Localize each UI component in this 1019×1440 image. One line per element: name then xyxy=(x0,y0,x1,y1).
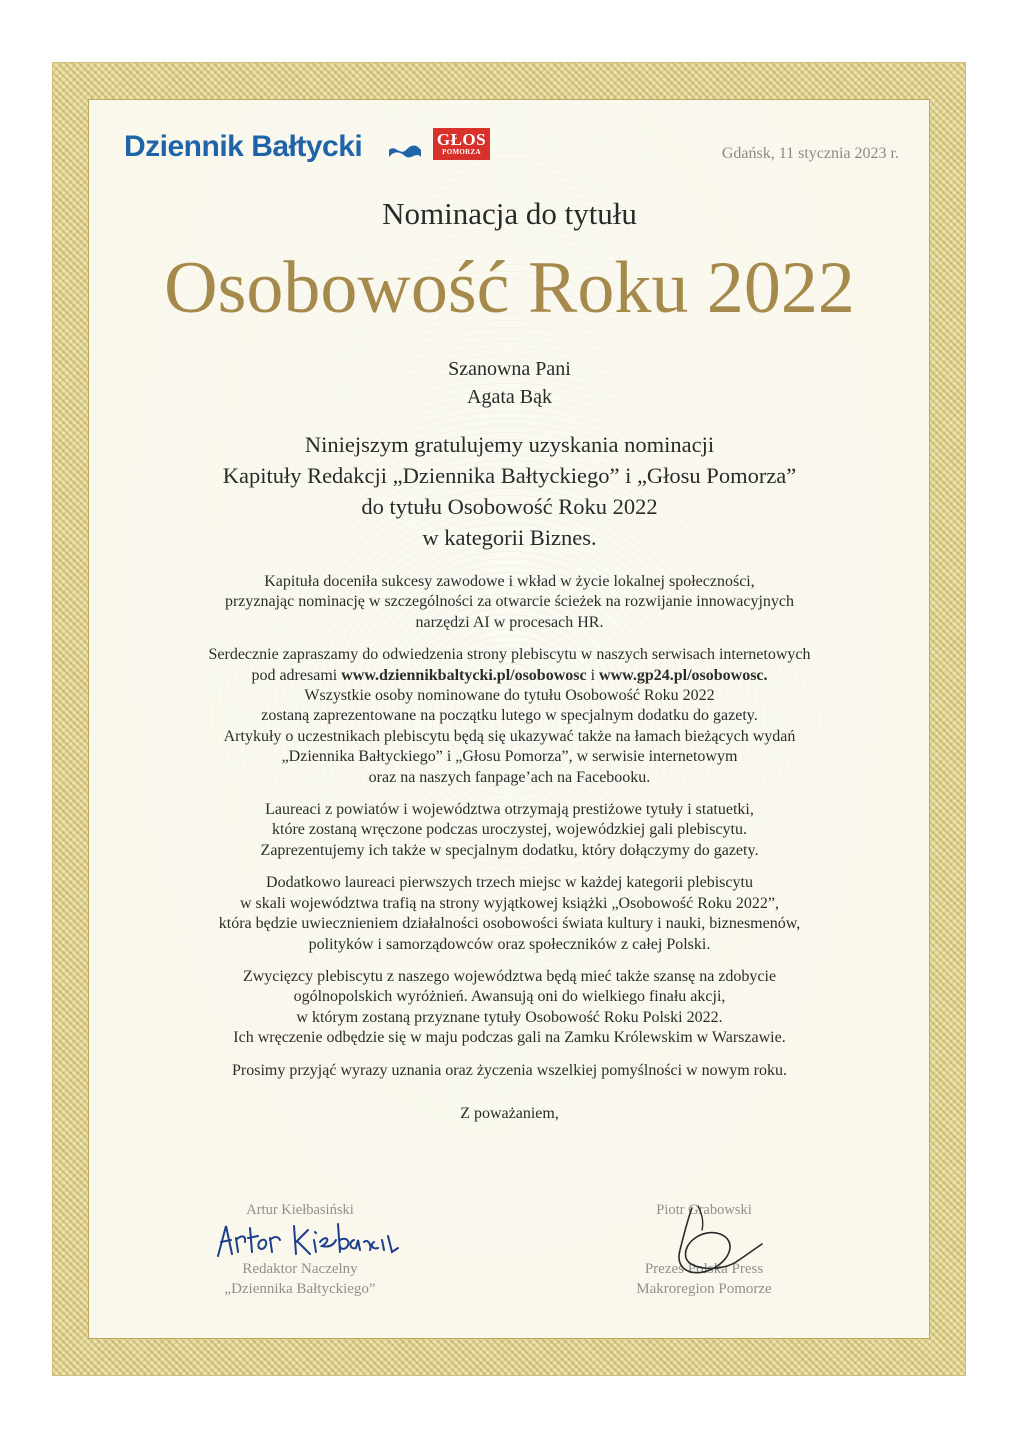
body-line: „Dziennika Bałtyckiego” i „Głosu Pomorza”, w serwisie internetowym xyxy=(281,748,738,766)
right-handwritten-signature xyxy=(640,1204,770,1284)
body-line: Laureaci z powiatów i województwa otrzymają prestiżowe tytuły i statuetki, xyxy=(265,801,754,819)
left-signatory-name: Artur Kiełbasiński xyxy=(246,1202,354,1218)
body-line: narzędzi AI w procesach HR. xyxy=(415,613,604,631)
paragraph-4 xyxy=(0,873,1019,955)
website-link[interactable]: www.gp24.pl/osobowosc. xyxy=(599,666,768,684)
body-line: Zwycięzcy plebiscytu z naszego województwa będą mieć także szansę na zdobycie xyxy=(242,967,777,985)
right-signatory-name: Piotr Grabowski xyxy=(656,1202,752,1218)
role-line: „Dziennika Bałtyckiego” xyxy=(224,1281,376,1297)
document-date: Gdańsk, 11 stycznia 2023 r. xyxy=(721,145,899,162)
congrats-category: w kategorii Biznes. xyxy=(422,525,597,550)
congrats-line: do tytułu Osobowość Roku 2022 xyxy=(361,494,658,519)
congrats-line: Niniejszym gratulujemy uzyskania nominacji xyxy=(304,432,715,457)
salutation-line: Szanowna Pani xyxy=(448,358,571,380)
body-line: Zaprezentujemy ich także w specjalnym dodatku, który dołączymy do gazety. xyxy=(260,841,759,859)
body-line: w którym zostaną przyznane tytuły Osobowość Roku Polski 2022. xyxy=(296,1008,723,1026)
glos-pomorza-logo xyxy=(433,128,490,160)
website-link[interactable]: www.dziennikbaltycki.pl/osobowosc xyxy=(341,666,587,684)
body-line: Wszystkie osoby nominowane do tytułu Osobowość Roku 2022 xyxy=(304,687,715,705)
body-line: które zostaną wręczone podczas uroczystej, wojewódzkiej gali plebiscytu. xyxy=(272,821,747,839)
body-line: Dodatkowo laureaci pierwszych trzech miejsc w każdej kategorii plebiscytu xyxy=(266,874,753,892)
body-line: Serdecznie zapraszamy do odwiedzenia strony plebiscytu w naszych serwisach internetowych xyxy=(208,646,811,664)
role-line: Redaktor Naczelny xyxy=(242,1261,358,1277)
body-line: w skali województwa trafią na strony wyjątkowej książki „Osobowość Roku 2022”, xyxy=(240,894,779,912)
body-line: która będzie uwiecznieniem działalności osobowości świata kultury i nauki, biznesmenów, xyxy=(218,915,801,933)
glos-logo-sub: POMORZA xyxy=(442,148,481,156)
role-line: Prezes Polska Press xyxy=(644,1261,764,1277)
paragraph-1 xyxy=(0,572,1019,633)
wave-icon xyxy=(388,141,422,161)
paragraph-5 xyxy=(0,967,1019,1049)
body-line: przyznając nominację w szczególności za otwarcie ścieżek na rozwijanie innowacyjnych xyxy=(224,593,795,611)
salutation xyxy=(0,355,1019,411)
role-line: Makroregion Pomorze xyxy=(636,1281,772,1297)
dziennik-baltycki-logo: Dziennik Bałtycki xyxy=(124,130,363,163)
letter-body xyxy=(0,572,1019,1093)
body-line: pod adresami xyxy=(251,666,342,684)
paragraph-3 xyxy=(0,800,1019,861)
recipient-name: Agata Bąk xyxy=(467,386,552,408)
body-line: i xyxy=(586,666,600,684)
body-line: Prosimy przyjąć wyrazy uznania oraz życzenia wszelkiej pomyślności w nowym roku. xyxy=(232,1061,787,1079)
body-line: Kapituła doceniła sukcesy zawodowe i wkład w życie lokalnej społeczności, xyxy=(264,573,755,590)
left-signatory-role xyxy=(200,1259,400,1299)
paragraph-6 xyxy=(0,1061,1019,1081)
body-line: ogólnopolskich wyróżnień. Awansują oni do wielkiego finału akcji, xyxy=(293,988,726,1006)
award-title: Osobowość Roku 2022 xyxy=(164,247,855,329)
congrats-line: Kapituły Redakcji „Dziennika Bałtyckiego” i „Głosu Pomorza” xyxy=(222,463,797,488)
body-line: oraz na naszych fanpage’ach na Facebooku. xyxy=(368,768,651,786)
body-line: polityków i samorządowców oraz społeczników z całej Polski. xyxy=(308,935,711,953)
body-line: zostaną zaprezentowane na początku lutego w specjalnym dodatku do gazety. xyxy=(261,707,758,725)
body-line: Ich wręczenie odbędzie się w maju podczas gali na Zamku Królewskim w Warszawie. xyxy=(233,1029,786,1047)
nomination-subtitle: Nominacja do tytułu xyxy=(382,196,637,231)
closing-phrase: Z poważaniem, xyxy=(460,1105,559,1122)
paragraph-2 xyxy=(0,645,1019,788)
glos-logo-main: GŁOS xyxy=(436,130,487,149)
left-handwritten-signature xyxy=(212,1218,402,1262)
congratulations-block xyxy=(0,429,1019,553)
body-line: Artykuły o uczestnikach plebiscytu będą się ukazywać także na łamach bieżących wydań xyxy=(223,727,796,745)
